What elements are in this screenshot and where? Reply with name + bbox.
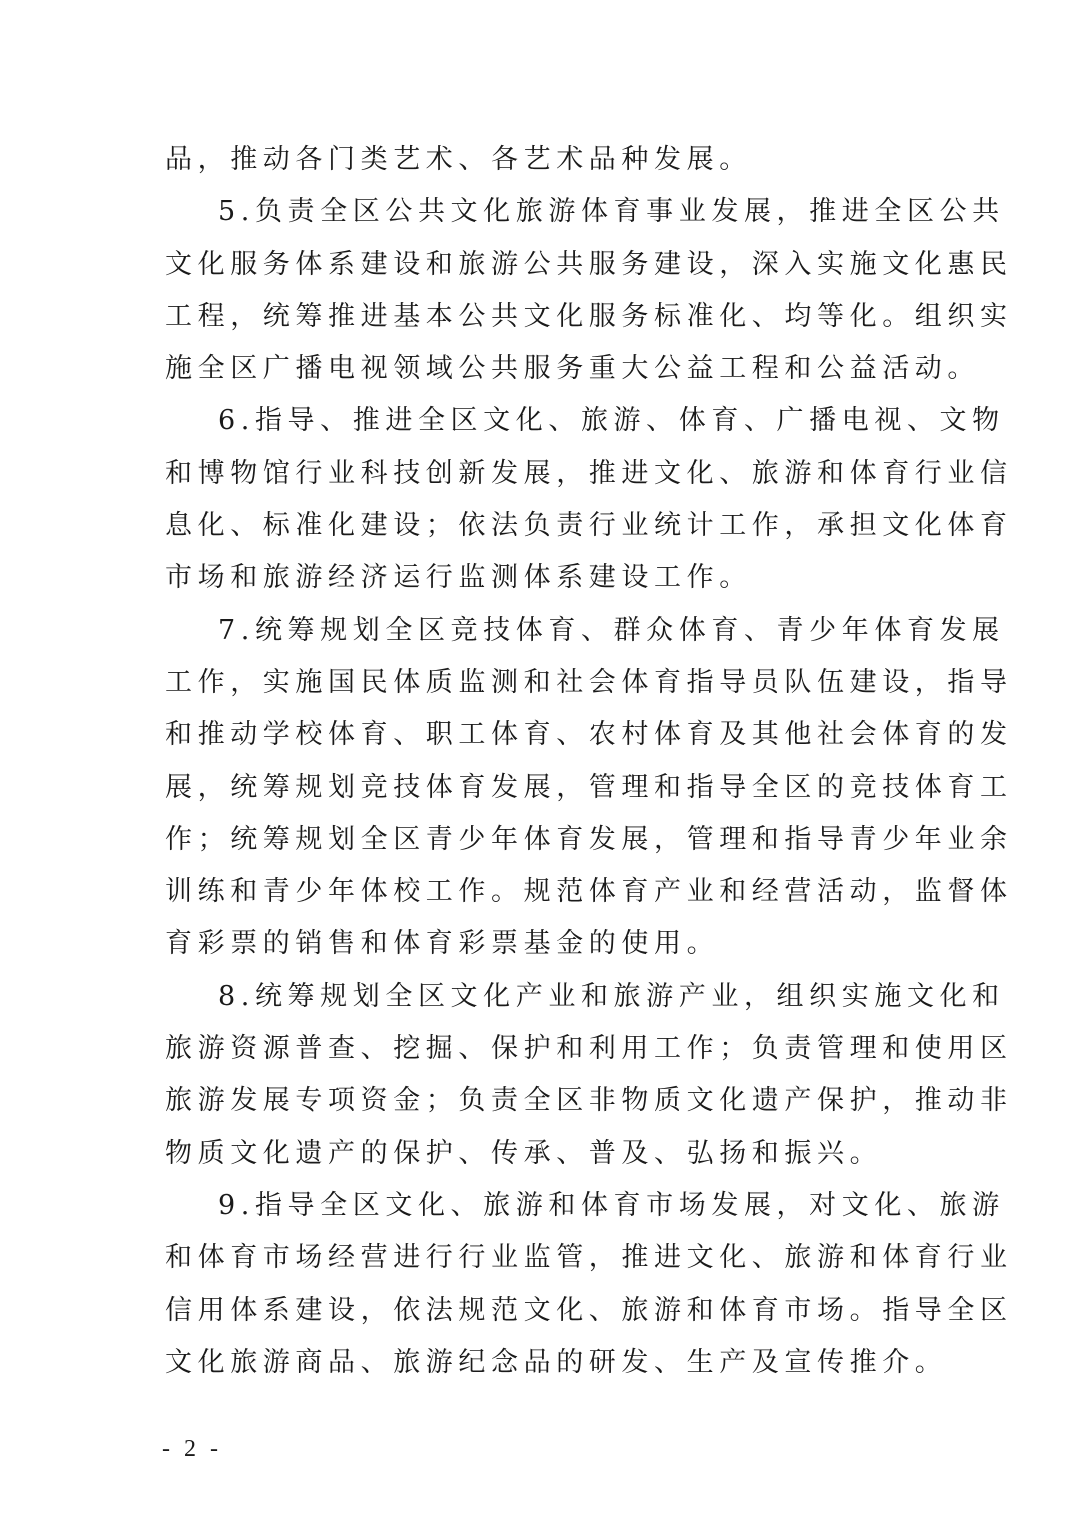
text-line: 8.统筹规划全区文化产业和旅游产业，组织实施文化和 [218,980,1005,1012]
paragraph-item-7 [165,605,1013,971]
text-line: 育彩票的销售和体育彩票基金的使用。 [165,928,720,960]
text-line: 5.负责全区公共文化旅游体育事业发展，推进全区公共 [218,196,1005,228]
text-line: 展，统筹规划竞技体育发展，管理和指导全区的竞技体育工 [165,771,1013,803]
paragraph-item-9 [165,1180,1013,1389]
page-number: - 2 - [162,1436,222,1462]
text-line: 7.统筹规划全区竞技体育、群众体育、青少年体育发展 [218,614,1005,646]
text-line: 6.指导、推进全区文化、旅游、体育、广播电视、文物 [218,405,1005,437]
paragraph-item-5 [165,186,1013,395]
text-line: 市场和旅游经济运行监测体系建设工作。 [165,562,752,594]
text-line: 文化服务体系建设和旅游公共服务建设，深入实施文化惠民 [165,248,1013,280]
paragraph-continuation [165,134,915,186]
text-line: 工程，统筹推进基本公共文化服务标准化、均等化。组织实 [165,300,1013,332]
text-line: 息化、标准化建设；依法负责行业统计工作，承担文化体育 [165,510,1013,542]
text-line: 旅游资源普查、挖掘、保护和利用工作；负责管理和使用区 [165,1033,1013,1065]
text-line: 和推动学校体育、职工体育、农村体育及其他社会体育的发 [165,719,1013,751]
text-line: 9.指导全区文化、旅游和体育市场发展，对文化、旅游 [218,1189,1005,1221]
text-line: 施全区广播电视领域公共服务重大公益工程和公益活动。 [165,353,980,385]
text-line: 信用体系建设，依法规范文化、旅游和体育市场。指导全区 [165,1294,1013,1326]
text-line: 和博物馆行业科技创新发展，推进文化、旅游和体育行业信 [165,457,1013,489]
text-line: 旅游发展专项资金；负责全区非物质文化遗产保护，推动非 [165,1085,1013,1117]
document-body [165,134,1013,1389]
text-line: 品，推动各门类艺术、各艺术品种发展。 [165,144,752,175]
paragraph-item-8 [165,971,1013,1180]
text-line: 工作，实施国民体质监测和社会体育指导员队伍建设，指导 [165,666,1013,698]
text-line: 文化旅游商品、旅游纪念品的研发、生产及宣传推介。 [165,1346,948,1378]
paragraph-item-6 [165,395,1013,604]
text-line: 和体育市场经营进行行业监管，推进文化、旅游和体育行业 [165,1242,1013,1274]
text-line: 训练和青少年体校工作。规范体育产业和经营活动，监督体 [165,876,1013,908]
text-line: 物质文化遗产的保护、传承、普及、弘扬和振兴。 [165,1137,883,1169]
text-line: 作；统筹规划全区青少年体育发展，管理和指导青少年业余 [165,823,1013,855]
